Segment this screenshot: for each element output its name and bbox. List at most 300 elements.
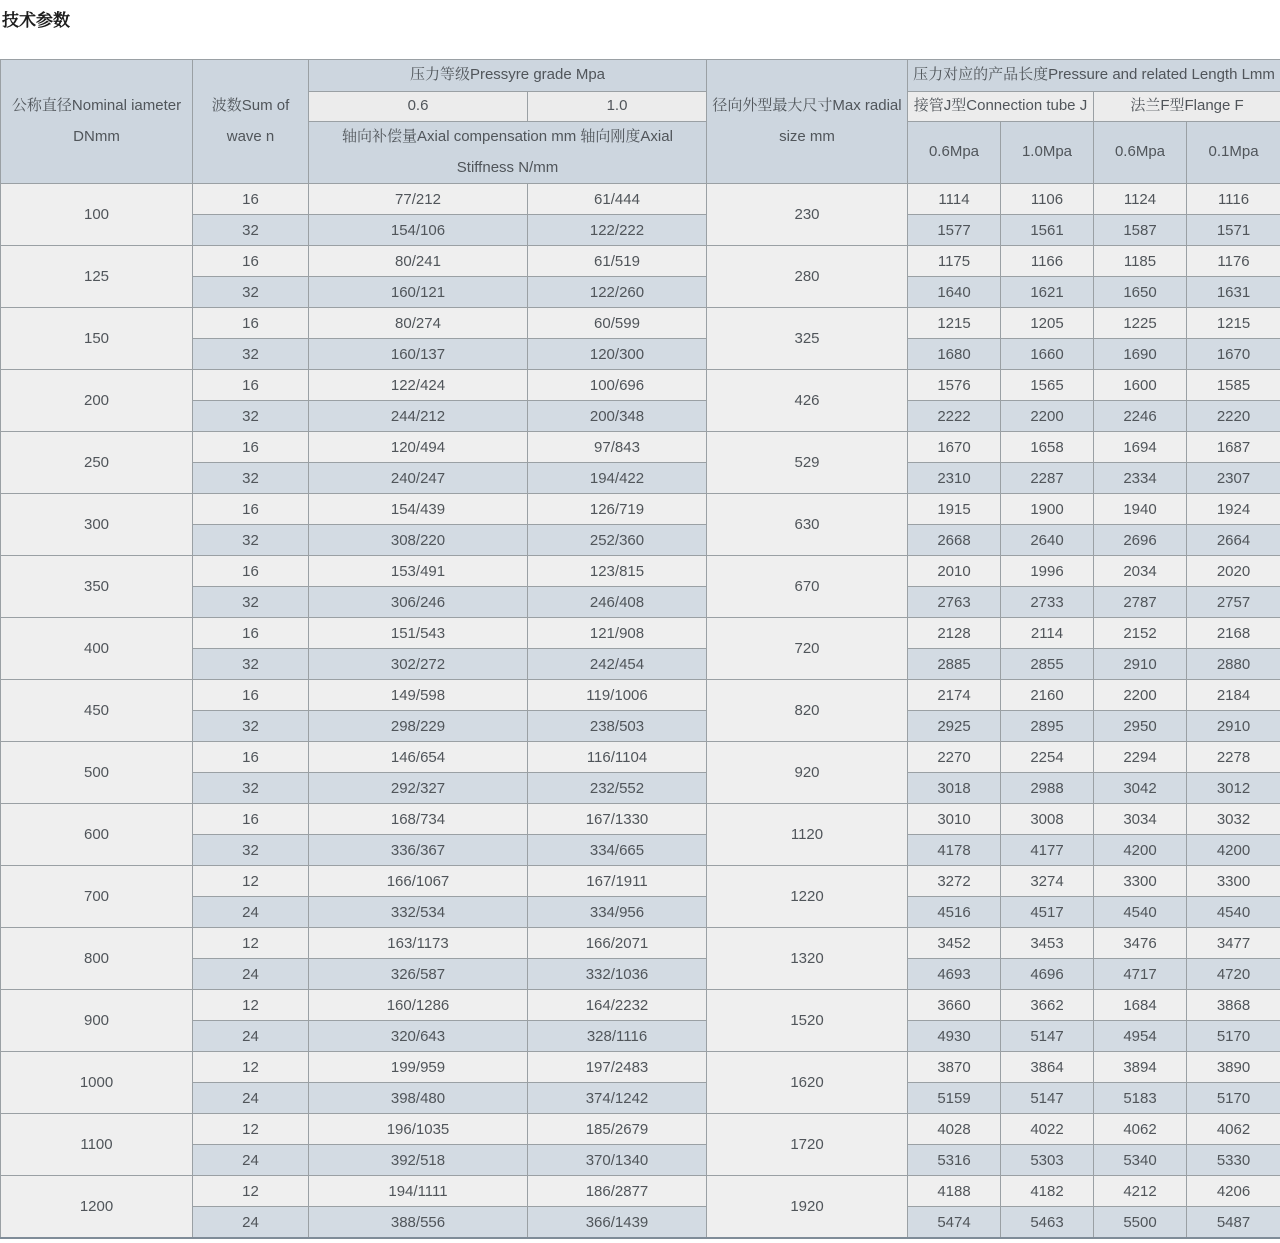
- header-j-06mpa: 0.6Mpa: [908, 121, 1001, 184]
- cell-f-06: 1587: [1094, 215, 1187, 246]
- cell-axial-06: 160/137: [309, 339, 528, 370]
- cell-j-10: 1106: [1001, 184, 1094, 215]
- cell-wave-n: 16: [193, 556, 309, 587]
- table-row: [1, 277, 1280, 308]
- cell-axial-10: 186/2877: [528, 1176, 707, 1207]
- table-row: [1, 618, 1280, 649]
- cell-axial-10: 246/408: [528, 587, 707, 618]
- cell-f-06: 3034: [1094, 804, 1187, 835]
- cell-j-10: 5147: [1001, 1021, 1094, 1052]
- cell-dn: 600: [1, 804, 193, 866]
- cell-radial: 920: [707, 742, 908, 804]
- cell-axial-10: 121/908: [528, 618, 707, 649]
- cell-f-06: 4212: [1094, 1176, 1187, 1207]
- cell-j-06: 4930: [908, 1021, 1001, 1052]
- cell-j-10: 2733: [1001, 587, 1094, 618]
- cell-f-01: 5170: [1187, 1083, 1280, 1114]
- table-row: [1, 1114, 1280, 1145]
- cell-f-06: 5500: [1094, 1207, 1187, 1239]
- cell-radial: 720: [707, 618, 908, 680]
- cell-axial-06: 292/327: [309, 773, 528, 804]
- cell-axial-10: 119/1006: [528, 680, 707, 711]
- table-row: [1, 308, 1280, 339]
- cell-axial-06: 302/272: [309, 649, 528, 680]
- cell-wave-n: 32: [193, 463, 309, 494]
- cell-j-06: 2222: [908, 401, 1001, 432]
- cell-wave-n: 12: [193, 1114, 309, 1145]
- cell-axial-06: 332/534: [309, 897, 528, 928]
- cell-j-10: 2287: [1001, 463, 1094, 494]
- cell-axial-06: 154/439: [309, 494, 528, 525]
- cell-j-10: 1996: [1001, 556, 1094, 587]
- cell-axial-10: 334/956: [528, 897, 707, 928]
- cell-j-10: 3453: [1001, 928, 1094, 959]
- table-row: [1, 1176, 1280, 1207]
- cell-j-06: 2310: [908, 463, 1001, 494]
- cell-axial-10: 167/1330: [528, 804, 707, 835]
- cell-axial-06: 122/424: [309, 370, 528, 401]
- cell-dn: 1000: [1, 1052, 193, 1114]
- cell-f-06: 1124: [1094, 184, 1187, 215]
- cell-j-06: 1670: [908, 432, 1001, 463]
- cell-dn: 450: [1, 680, 193, 742]
- cell-wave-n: 24: [193, 1021, 309, 1052]
- cell-radial: 1620: [707, 1052, 908, 1114]
- cell-axial-10: 123/815: [528, 556, 707, 587]
- cell-axial-10: 200/348: [528, 401, 707, 432]
- cell-j-10: 3008: [1001, 804, 1094, 835]
- cell-f-01: 4720: [1187, 959, 1280, 990]
- header-axial-note: 轴向补偿量Axial compensation mm 轴向刚度Axial Stiffness N/mm: [309, 121, 707, 184]
- cell-j-10: 1205: [1001, 308, 1094, 339]
- cell-j-10: 1621: [1001, 277, 1094, 308]
- cell-axial-06: 163/1173: [309, 928, 528, 959]
- cell-dn: 200: [1, 370, 193, 432]
- header-nominal-diameter: 公称直径Nominal iameter DNmm: [1, 60, 193, 184]
- cell-f-06: 5340: [1094, 1145, 1187, 1176]
- cell-axial-06: 154/106: [309, 215, 528, 246]
- cell-j-06: 3660: [908, 990, 1001, 1021]
- cell-radial: 670: [707, 556, 908, 618]
- cell-wave-n: 32: [193, 773, 309, 804]
- cell-j-10: 5147: [1001, 1083, 1094, 1114]
- cell-f-01: 1176: [1187, 246, 1280, 277]
- table-row: [1, 990, 1280, 1021]
- table-body: [1, 184, 1280, 1239]
- cell-f-06: 1694: [1094, 432, 1187, 463]
- header-flange: 法兰F型Flange F: [1094, 91, 1280, 121]
- cell-j-10: 1658: [1001, 432, 1094, 463]
- cell-wave-n: 16: [193, 308, 309, 339]
- cell-wave-n: 16: [193, 680, 309, 711]
- cell-f-01: 3300: [1187, 866, 1280, 897]
- cell-axial-10: 164/2232: [528, 990, 707, 1021]
- cell-f-06: 4954: [1094, 1021, 1187, 1052]
- cell-f-06: 1185: [1094, 246, 1187, 277]
- cell-wave-n: 12: [193, 1176, 309, 1207]
- cell-wave-n: 16: [193, 432, 309, 463]
- cell-wave-n: 24: [193, 1083, 309, 1114]
- cell-j-06: 3870: [908, 1052, 1001, 1083]
- cell-f-01: 5170: [1187, 1021, 1280, 1052]
- cell-wave-n: 16: [193, 184, 309, 215]
- cell-j-06: 3272: [908, 866, 1001, 897]
- cell-dn: 300: [1, 494, 193, 556]
- table-row: [1, 525, 1280, 556]
- cell-j-06: 4516: [908, 897, 1001, 928]
- cell-j-06: 3452: [908, 928, 1001, 959]
- cell-wave-n: 32: [193, 525, 309, 556]
- cell-j-10: 2160: [1001, 680, 1094, 711]
- cell-axial-06: 77/212: [309, 184, 528, 215]
- cell-axial-10: 197/2483: [528, 1052, 707, 1083]
- cell-radial: 1520: [707, 990, 908, 1052]
- cell-axial-06: 151/543: [309, 618, 528, 649]
- cell-axial-06: 326/587: [309, 959, 528, 990]
- cell-axial-06: 149/598: [309, 680, 528, 711]
- cell-wave-n: 12: [193, 990, 309, 1021]
- cell-j-10: 4517: [1001, 897, 1094, 928]
- cell-axial-06: 388/556: [309, 1207, 528, 1239]
- cell-j-10: 2895: [1001, 711, 1094, 742]
- cell-axial-06: 398/480: [309, 1083, 528, 1114]
- table-row: [1, 246, 1280, 277]
- cell-radial: 325: [707, 308, 908, 370]
- cell-axial-10: 334/665: [528, 835, 707, 866]
- cell-axial-10: 370/1340: [528, 1145, 707, 1176]
- cell-f-06: 2696: [1094, 525, 1187, 556]
- table-row: [1, 1083, 1280, 1114]
- cell-f-01: 2278: [1187, 742, 1280, 773]
- cell-f-01: 2880: [1187, 649, 1280, 680]
- cell-axial-10: 167/1911: [528, 866, 707, 897]
- cell-f-06: 1650: [1094, 277, 1187, 308]
- cell-f-06: 2334: [1094, 463, 1187, 494]
- cell-dn: 400: [1, 618, 193, 680]
- cell-wave-n: 12: [193, 1052, 309, 1083]
- cell-j-06: 4188: [908, 1176, 1001, 1207]
- header-grade-10: 1.0: [528, 91, 707, 121]
- cell-j-10: 4022: [1001, 1114, 1094, 1145]
- cell-dn: 250: [1, 432, 193, 494]
- cell-axial-10: 126/719: [528, 494, 707, 525]
- cell-j-06: 2010: [908, 556, 1001, 587]
- cell-axial-06: 306/246: [309, 587, 528, 618]
- table-row: [1, 897, 1280, 928]
- cell-f-01: 1585: [1187, 370, 1280, 401]
- cell-dn: 800: [1, 928, 193, 990]
- cell-radial: 1720: [707, 1114, 908, 1176]
- cell-axial-06: 240/247: [309, 463, 528, 494]
- cell-j-06: 4028: [908, 1114, 1001, 1145]
- cell-f-01: 1631: [1187, 277, 1280, 308]
- cell-f-06: 2152: [1094, 618, 1187, 649]
- cell-j-10: 1900: [1001, 494, 1094, 525]
- table-row: [1, 1052, 1280, 1083]
- cell-j-06: 3010: [908, 804, 1001, 835]
- cell-axial-06: 160/121: [309, 277, 528, 308]
- cell-axial-10: 61/519: [528, 246, 707, 277]
- cell-j-06: 2174: [908, 680, 1001, 711]
- cell-f-01: 1215: [1187, 308, 1280, 339]
- cell-f-01: 2184: [1187, 680, 1280, 711]
- header-f-01mpa: 0.1Mpa: [1187, 121, 1280, 184]
- cell-axial-10: 185/2679: [528, 1114, 707, 1145]
- cell-wave-n: 24: [193, 959, 309, 990]
- cell-radial: 529: [707, 432, 908, 494]
- cell-f-01: 5330: [1187, 1145, 1280, 1176]
- cell-axial-06: 196/1035: [309, 1114, 528, 1145]
- table-row: [1, 215, 1280, 246]
- cell-f-06: 2200: [1094, 680, 1187, 711]
- table-row: [1, 494, 1280, 525]
- cell-axial-06: 194/1111: [309, 1176, 528, 1207]
- cell-dn: 150: [1, 308, 193, 370]
- cell-f-01: 1924: [1187, 494, 1280, 525]
- cell-f-06: 2910: [1094, 649, 1187, 680]
- cell-j-06: 1915: [908, 494, 1001, 525]
- cell-j-06: 5159: [908, 1083, 1001, 1114]
- cell-axial-06: 168/734: [309, 804, 528, 835]
- cell-j-10: 4177: [1001, 835, 1094, 866]
- header-connection-tube: 接管J型Connection tube J: [908, 91, 1094, 121]
- table-row: [1, 928, 1280, 959]
- cell-f-06: 4062: [1094, 1114, 1187, 1145]
- cell-f-01: 2307: [1187, 463, 1280, 494]
- cell-j-06: 2668: [908, 525, 1001, 556]
- table-row: [1, 742, 1280, 773]
- cell-axial-10: 328/1116: [528, 1021, 707, 1052]
- cell-wave-n: 32: [193, 401, 309, 432]
- cell-j-06: 2270: [908, 742, 1001, 773]
- cell-j-06: 2885: [908, 649, 1001, 680]
- cell-axial-10: 166/2071: [528, 928, 707, 959]
- cell-f-01: 1670: [1187, 339, 1280, 370]
- cell-f-01: 2757: [1187, 587, 1280, 618]
- cell-j-06: 1577: [908, 215, 1001, 246]
- cell-f-01: 3868: [1187, 990, 1280, 1021]
- cell-wave-n: 32: [193, 215, 309, 246]
- cell-axial-06: 320/643: [309, 1021, 528, 1052]
- cell-radial: 230: [707, 184, 908, 246]
- cell-j-10: 1166: [1001, 246, 1094, 277]
- technical-parameters-table: [0, 59, 1280, 1239]
- cell-j-06: 5474: [908, 1207, 1001, 1239]
- cell-j-10: 1561: [1001, 215, 1094, 246]
- cell-f-01: 3012: [1187, 773, 1280, 804]
- cell-j-10: 4696: [1001, 959, 1094, 990]
- cell-f-01: 4540: [1187, 897, 1280, 928]
- cell-j-06: 3018: [908, 773, 1001, 804]
- cell-axial-06: 146/654: [309, 742, 528, 773]
- header-pressure-grade: 压力等级Pressyre grade Mpa: [309, 60, 707, 92]
- cell-f-06: 1940: [1094, 494, 1187, 525]
- cell-f-01: 3477: [1187, 928, 1280, 959]
- table-row: [1, 184, 1280, 215]
- cell-wave-n: 32: [193, 649, 309, 680]
- cell-axial-10: 60/599: [528, 308, 707, 339]
- page-title: 技术参数: [2, 11, 70, 30]
- cell-radial: 820: [707, 680, 908, 742]
- cell-f-01: 1571: [1187, 215, 1280, 246]
- cell-j-10: 2640: [1001, 525, 1094, 556]
- table-row: [1, 804, 1280, 835]
- cell-f-01: 2910: [1187, 711, 1280, 742]
- cell-wave-n: 24: [193, 1145, 309, 1176]
- header-pressure-length: 压力对应的产品长度Pressure and related Length Lmm: [908, 60, 1280, 92]
- cell-radial: 630: [707, 494, 908, 556]
- cell-axial-06: 166/1067: [309, 866, 528, 897]
- cell-wave-n: 12: [193, 928, 309, 959]
- cell-axial-06: 80/241: [309, 246, 528, 277]
- cell-j-10: 2114: [1001, 618, 1094, 649]
- cell-axial-06: 160/1286: [309, 990, 528, 1021]
- cell-j-06: 5316: [908, 1145, 1001, 1176]
- table-row: [1, 959, 1280, 990]
- cell-wave-n: 16: [193, 618, 309, 649]
- cell-f-06: 1600: [1094, 370, 1187, 401]
- table-row: [1, 339, 1280, 370]
- cell-dn: 900: [1, 990, 193, 1052]
- cell-f-06: 3300: [1094, 866, 1187, 897]
- cell-f-01: 1116: [1187, 184, 1280, 215]
- cell-f-06: 1690: [1094, 339, 1187, 370]
- cell-wave-n: 24: [193, 897, 309, 928]
- cell-radial: 280: [707, 246, 908, 308]
- cell-radial: 1320: [707, 928, 908, 990]
- table-row: [1, 401, 1280, 432]
- cell-axial-10: 238/503: [528, 711, 707, 742]
- cell-axial-10: 122/222: [528, 215, 707, 246]
- cell-axial-10: 97/843: [528, 432, 707, 463]
- cell-j-06: 4178: [908, 835, 1001, 866]
- cell-dn: 1100: [1, 1114, 193, 1176]
- cell-j-06: 1215: [908, 308, 1001, 339]
- cell-j-10: 3274: [1001, 866, 1094, 897]
- cell-axial-10: 194/422: [528, 463, 707, 494]
- table-row: [1, 1145, 1280, 1176]
- cell-dn: 1200: [1, 1176, 193, 1239]
- table-row: [1, 835, 1280, 866]
- cell-f-01: 1687: [1187, 432, 1280, 463]
- cell-f-01: 3032: [1187, 804, 1280, 835]
- cell-f-06: 4200: [1094, 835, 1187, 866]
- header-f-06mpa: 0.6Mpa: [1094, 121, 1187, 184]
- cell-axial-06: 392/518: [309, 1145, 528, 1176]
- cell-wave-n: 16: [193, 494, 309, 525]
- cell-wave-n: 12: [193, 866, 309, 897]
- table-row: [1, 773, 1280, 804]
- cell-axial-06: 120/494: [309, 432, 528, 463]
- cell-wave-n: 32: [193, 277, 309, 308]
- table-row: [1, 463, 1280, 494]
- cell-f-01: 2220: [1187, 401, 1280, 432]
- cell-j-06: 1680: [908, 339, 1001, 370]
- header-grade-06: 0.6: [309, 91, 528, 121]
- cell-wave-n: 16: [193, 246, 309, 277]
- cell-f-01: 4200: [1187, 835, 1280, 866]
- cell-axial-06: 80/274: [309, 308, 528, 339]
- cell-j-06: 1175: [908, 246, 1001, 277]
- cell-j-10: 4182: [1001, 1176, 1094, 1207]
- cell-axial-06: 199/959: [309, 1052, 528, 1083]
- cell-radial: 1920: [707, 1176, 908, 1239]
- cell-f-01: 2664: [1187, 525, 1280, 556]
- cell-axial-10: 122/260: [528, 277, 707, 308]
- cell-axial-10: 100/696: [528, 370, 707, 401]
- cell-axial-10: 252/360: [528, 525, 707, 556]
- cell-axial-10: 374/1242: [528, 1083, 707, 1114]
- cell-f-06: 4717: [1094, 959, 1187, 990]
- cell-axial-10: 116/1104: [528, 742, 707, 773]
- table-row: [1, 556, 1280, 587]
- cell-axial-06: 298/229: [309, 711, 528, 742]
- cell-dn: 500: [1, 742, 193, 804]
- table-row: [1, 587, 1280, 618]
- table-row: [1, 1021, 1280, 1052]
- cell-j-06: 1576: [908, 370, 1001, 401]
- header-wave-count: 波数Sum of wave n: [193, 60, 309, 184]
- cell-f-06: 2787: [1094, 587, 1187, 618]
- cell-f-06: 2034: [1094, 556, 1187, 587]
- cell-j-10: 1660: [1001, 339, 1094, 370]
- cell-j-10: 5303: [1001, 1145, 1094, 1176]
- cell-wave-n: 16: [193, 370, 309, 401]
- cell-axial-10: 332/1036: [528, 959, 707, 990]
- cell-wave-n: 16: [193, 742, 309, 773]
- cell-f-01: 5487: [1187, 1207, 1280, 1239]
- cell-f-01: 2168: [1187, 618, 1280, 649]
- cell-radial: 1120: [707, 804, 908, 866]
- cell-wave-n: 24: [193, 1207, 309, 1239]
- table-row: [1, 1207, 1280, 1239]
- cell-wave-n: 16: [193, 804, 309, 835]
- table-row: [1, 370, 1280, 401]
- table-row: [1, 680, 1280, 711]
- table-row: [1, 432, 1280, 463]
- cell-wave-n: 32: [193, 587, 309, 618]
- cell-f-01: 3890: [1187, 1052, 1280, 1083]
- cell-axial-10: 366/1439: [528, 1207, 707, 1239]
- cell-j-10: 1565: [1001, 370, 1094, 401]
- cell-f-06: 1684: [1094, 990, 1187, 1021]
- cell-dn: 125: [1, 246, 193, 308]
- cell-radial: 426: [707, 370, 908, 432]
- cell-f-01: 2020: [1187, 556, 1280, 587]
- header-j-10mpa: 1.0Mpa: [1001, 121, 1094, 184]
- cell-j-06: 1640: [908, 277, 1001, 308]
- table-row: [1, 649, 1280, 680]
- cell-f-06: 3042: [1094, 773, 1187, 804]
- cell-axial-10: 242/454: [528, 649, 707, 680]
- cell-axial-10: 232/552: [528, 773, 707, 804]
- cell-f-06: 2950: [1094, 711, 1187, 742]
- cell-f-01: 4062: [1187, 1114, 1280, 1145]
- cell-j-10: 2254: [1001, 742, 1094, 773]
- cell-dn: 700: [1, 866, 193, 928]
- cell-f-06: 1225: [1094, 308, 1187, 339]
- cell-dn: 100: [1, 184, 193, 246]
- table-row: [1, 711, 1280, 742]
- cell-wave-n: 32: [193, 835, 309, 866]
- cell-axial-10: 120/300: [528, 339, 707, 370]
- cell-f-06: 4540: [1094, 897, 1187, 928]
- cell-radial: 1220: [707, 866, 908, 928]
- cell-j-10: 2200: [1001, 401, 1094, 432]
- cell-axial-06: 308/220: [309, 525, 528, 556]
- cell-j-06: 2128: [908, 618, 1001, 649]
- cell-dn: 350: [1, 556, 193, 618]
